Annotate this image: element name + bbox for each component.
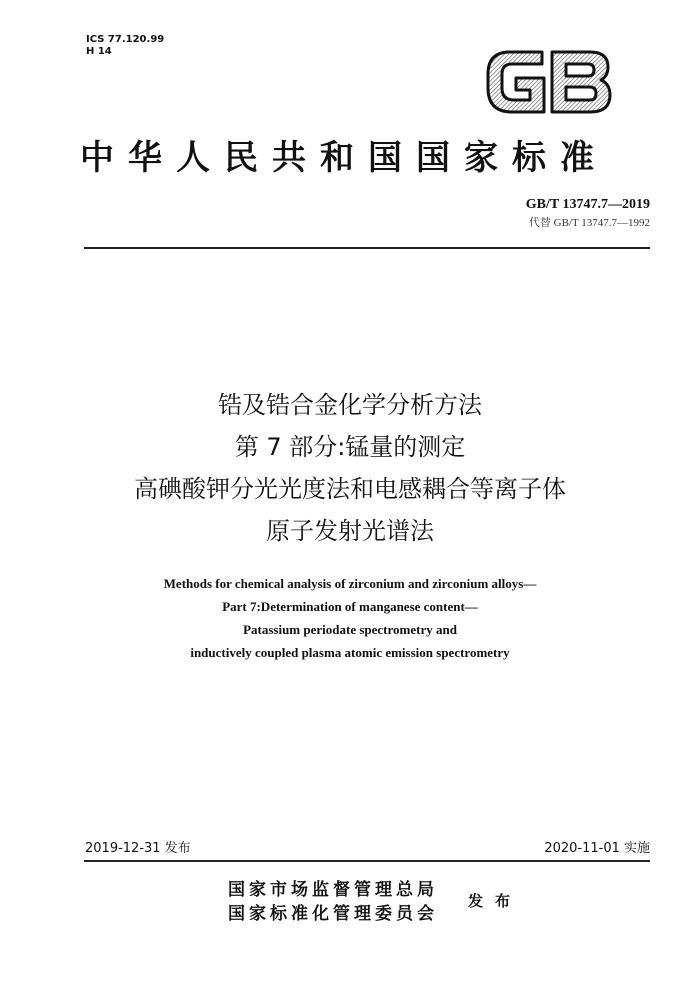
chinese-title-line: 高碘酸钾分光光度法和电感耦合等离子体 <box>134 475 566 503</box>
standard-number: GB/T 13747.7—2019 <box>525 197 650 212</box>
footer-divider <box>84 860 650 862</box>
english-title <box>40 572 660 664</box>
english-title-line: Patassium periodate spectrometry and <box>243 622 457 637</box>
publishers <box>228 878 438 926</box>
issue-date: 2019-12-31 发布 <box>85 841 191 856</box>
english-title-line: inductively coupled plasma atomic emission spectrometry <box>190 645 510 660</box>
gb-logo-icon <box>480 40 616 120</box>
classification-codes <box>86 34 164 58</box>
organization-header: 中华人民共和国国家标准 <box>80 140 608 177</box>
english-title-line: Methods for chemical analysis of zirconium and zirconium alloys— <box>163 576 537 591</box>
implementation-date: 2020-11-01 实施 <box>544 841 650 856</box>
publisher-name: 国家市场监督管理总局 <box>228 880 438 899</box>
chinese-title-line: 第 7 部分:锰量的测定 <box>234 433 466 461</box>
standard-number-block <box>526 197 650 230</box>
english-title-line: Part 7:Determination of manganese content— <box>222 599 478 614</box>
ics-code: ICS 77.120.99 <box>86 34 165 45</box>
chinese-title-line: 原子发射光谱法 <box>266 517 434 545</box>
publish-label: 发布 <box>468 894 523 910</box>
publisher-name: 国家标准化管理委员会 <box>228 904 438 923</box>
chinese-title-line: 锆及锆合金化学分析方法 <box>218 391 482 419</box>
chinese-title <box>40 384 660 552</box>
replaces-standard: 代替 GB/T 13747.7—1992 <box>528 217 650 229</box>
header-divider <box>84 247 650 249</box>
ccs-code: H 14 <box>86 46 112 57</box>
